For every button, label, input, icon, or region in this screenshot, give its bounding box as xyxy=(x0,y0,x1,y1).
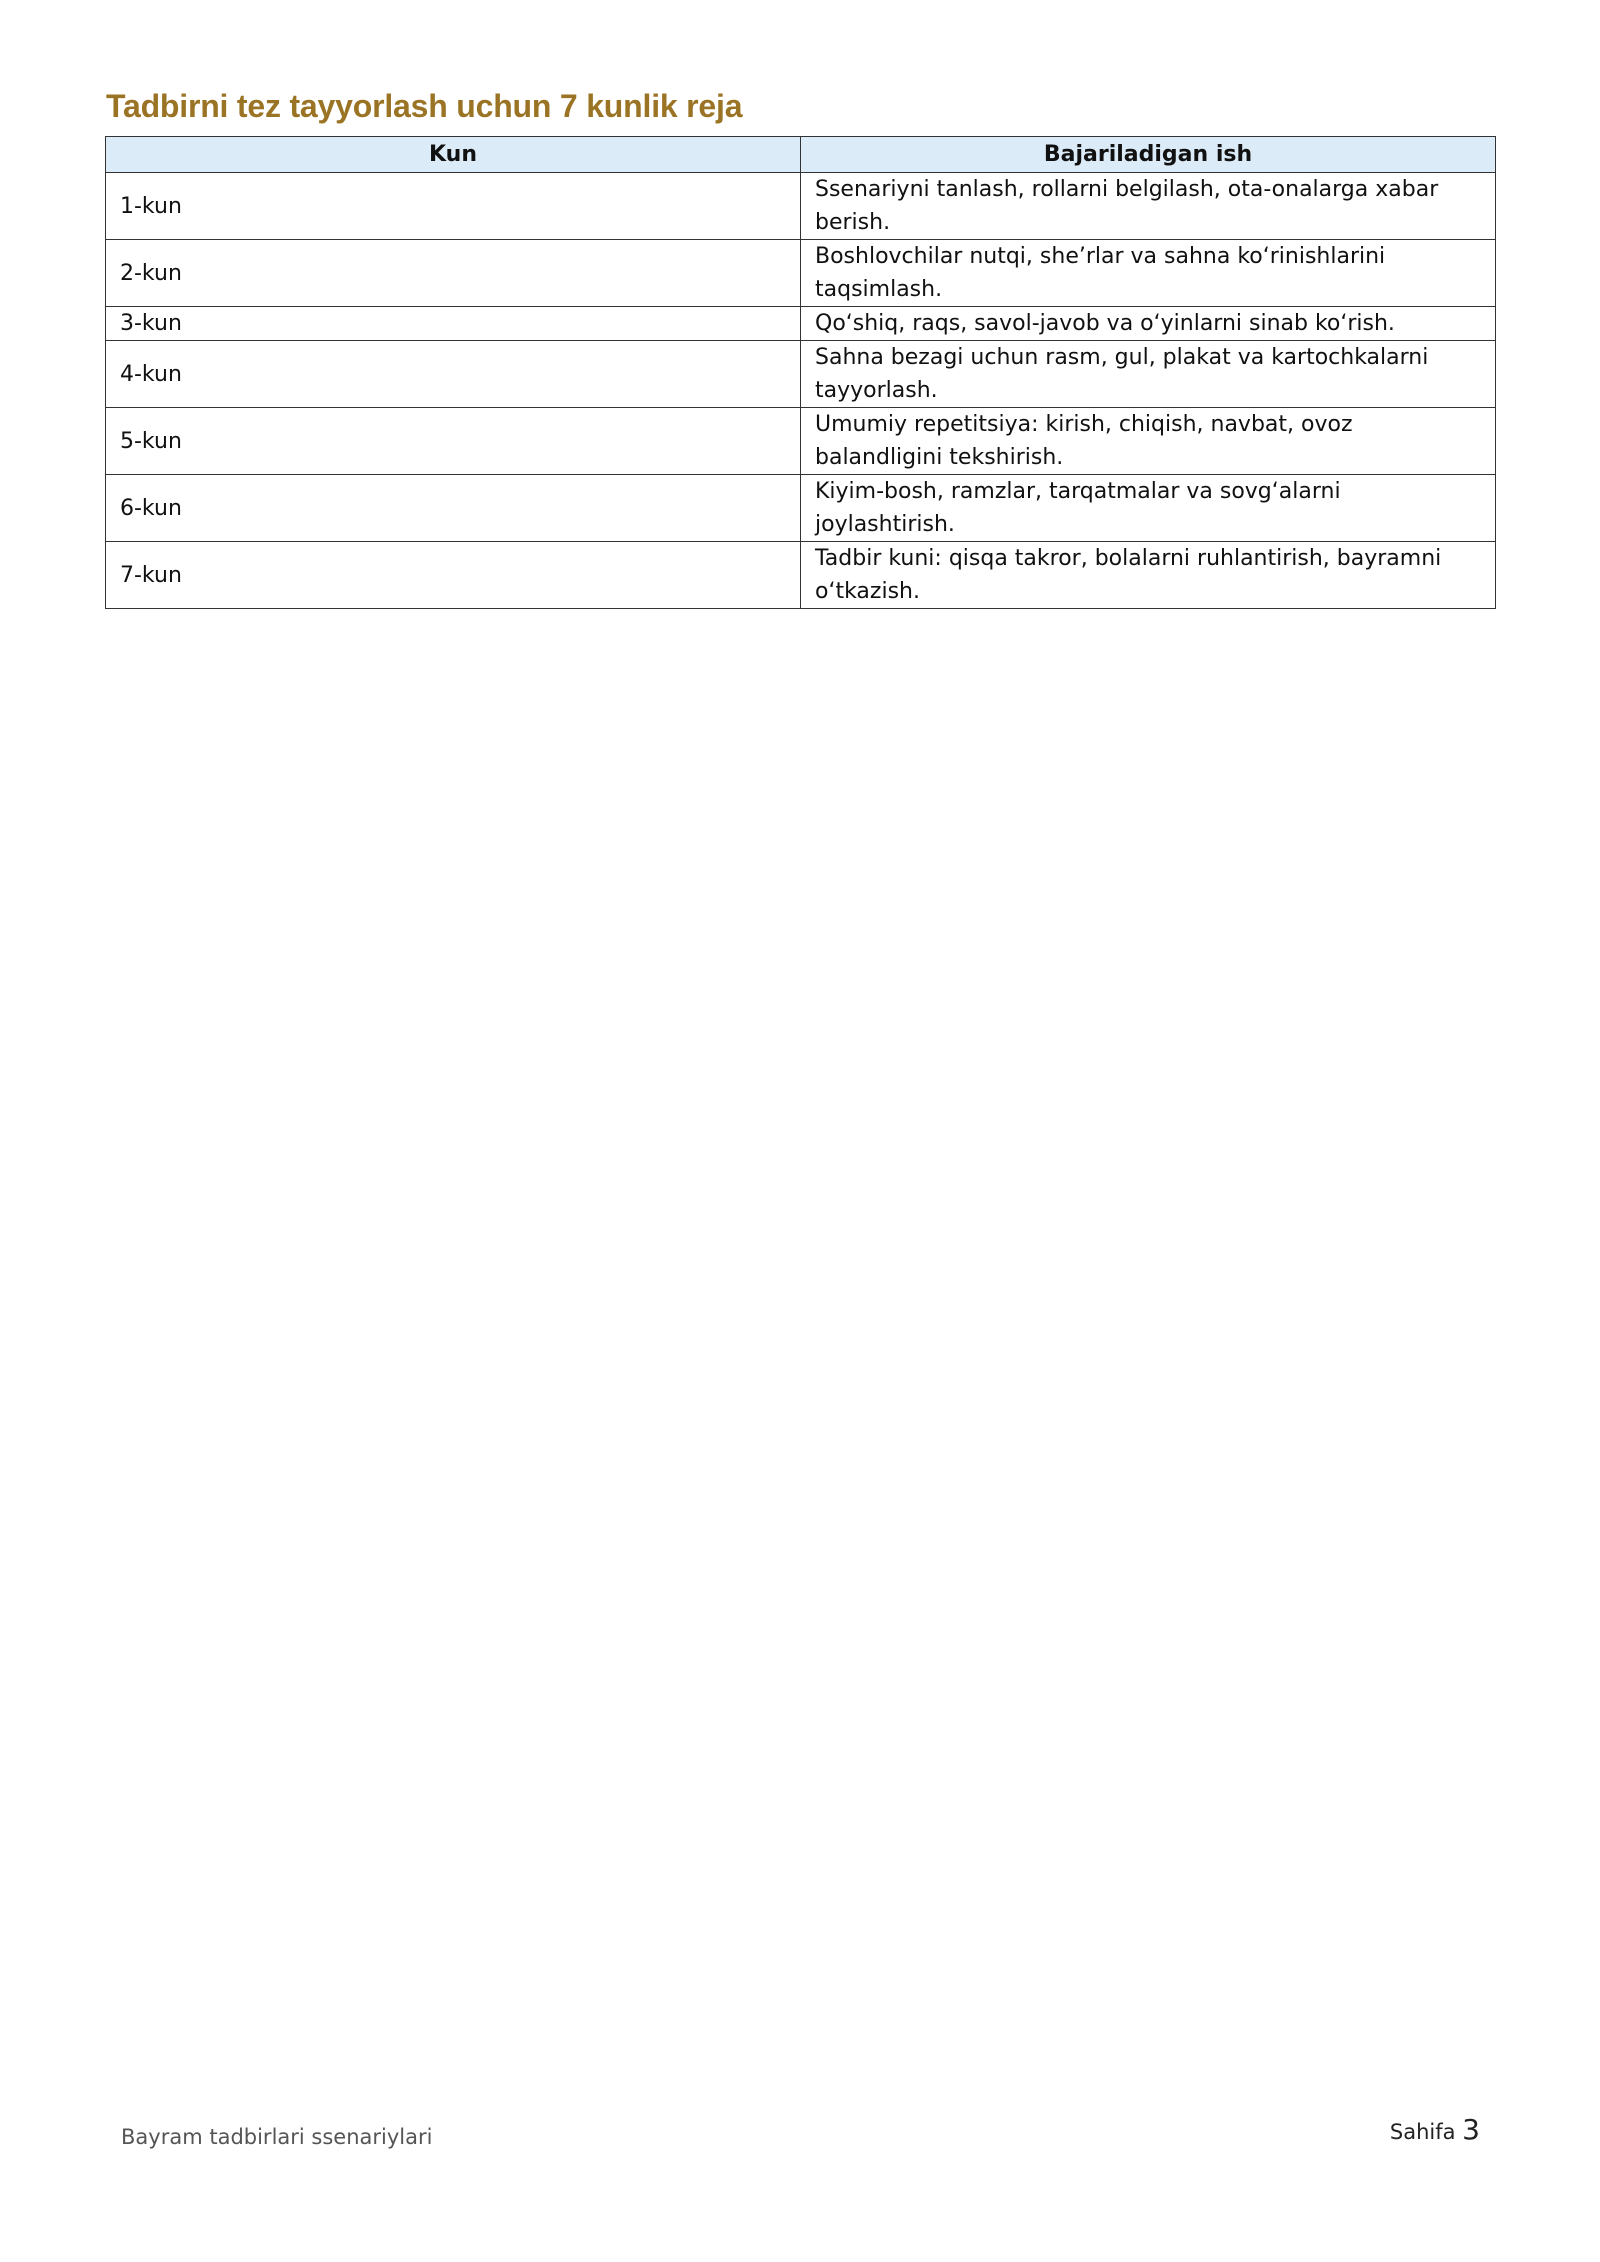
day-cell: 2-kun xyxy=(106,240,801,307)
table-row xyxy=(106,307,1496,341)
table-row xyxy=(106,475,1496,542)
day-cell: 6-kun xyxy=(106,475,801,542)
table-row xyxy=(106,173,1496,240)
footer-page-indicator xyxy=(1390,2113,1480,2146)
column-header-day: Kun xyxy=(106,137,801,173)
task-cell: Umumiy repetitsiya: kirish, chiqish, navbat, ovoz balandligini tekshirish. xyxy=(801,408,1496,475)
task-cell: Kiyim-bosh, ramzlar, tarqatmalar va sovg‘alarni joylashtirish. xyxy=(801,475,1496,542)
day-cell: 5-kun xyxy=(106,408,801,475)
day-cell: 1-kun xyxy=(106,173,801,240)
table-row xyxy=(106,542,1496,609)
page-label: Sahifa xyxy=(1389,2120,1456,2144)
day-cell: 3-kun xyxy=(106,307,801,341)
table-row xyxy=(106,408,1496,475)
task-cell: Tadbir kuni: qisqa takror, bolalarni ruhlantirish, bayramni o‘tkazish. xyxy=(801,542,1496,609)
page-number: 3 xyxy=(1462,2113,1480,2146)
day-cell: 4-kun xyxy=(106,341,801,408)
task-cell: Ssenariyni tanlash, rollarni belgilash, ota-onalarga xabar berish. xyxy=(801,173,1496,240)
task-cell: Qo‘shiq, raqs, savol-javob va o‘yinlarni sinab ko‘rish. xyxy=(801,307,1496,341)
task-cell: Boshlovchilar nutqi, she’rlar va sahna ko‘rinishlarini taqsimlash. xyxy=(801,240,1496,307)
plan-table xyxy=(105,136,1496,609)
day-cell: 7-kun xyxy=(106,542,801,609)
page-title: Tadbirni tez tayyorlash uchun 7 kunlik reja xyxy=(106,88,743,124)
task-cell: Sahna bezagi uchun rasm, gul, plakat va kartochkalarni tayyorlash. xyxy=(801,341,1496,408)
table-row xyxy=(106,240,1496,307)
column-header-task: Bajariladigan ish xyxy=(801,137,1496,173)
table-header-row xyxy=(106,137,1496,173)
table-row xyxy=(106,341,1496,408)
footer-document-title: Bayram tadbirlari ssenariylari xyxy=(121,2125,433,2149)
